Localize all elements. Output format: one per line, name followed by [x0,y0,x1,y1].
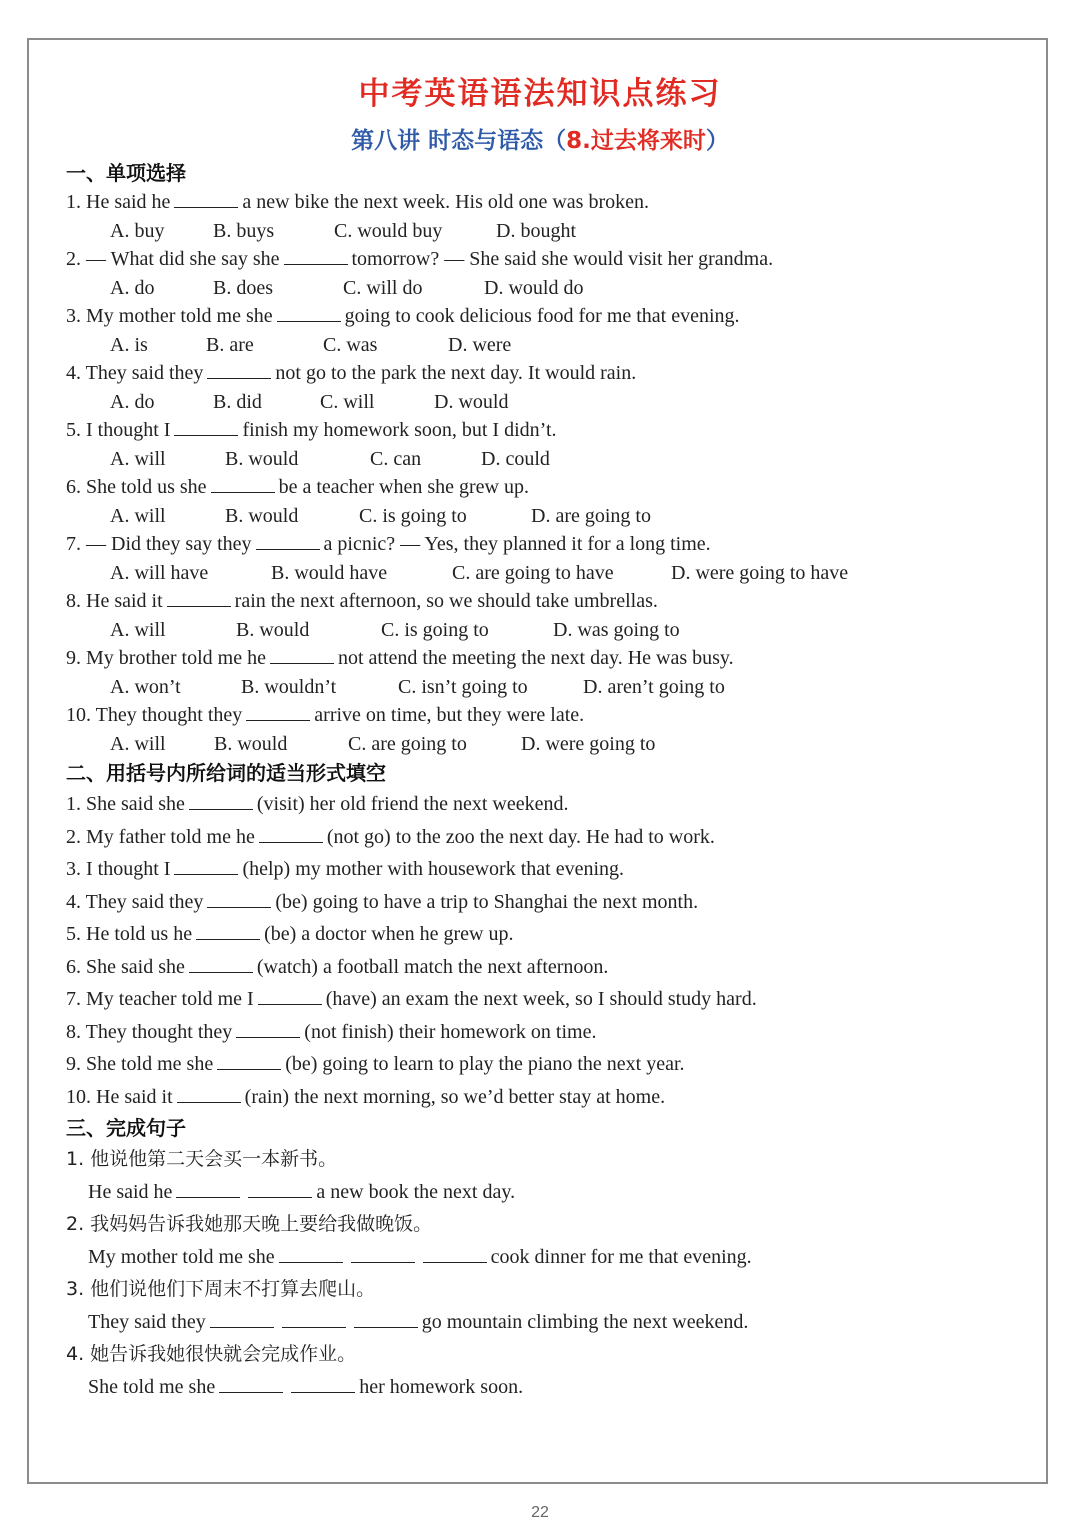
sentence-completion [66,1371,1026,1404]
answer-blank[interactable] [176,1180,240,1198]
answer-blank[interactable] [248,1180,312,1198]
option-c[interactable]: C. are going to have [452,561,614,584]
section-1-questions [66,188,1026,758]
question-before: 5. I thought I [66,419,171,441]
question-before: 2. — What did she say she [66,248,280,270]
answer-blank[interactable] [174,418,238,436]
option-row [66,274,1026,303]
sentence-after: a new book the next day. [316,1180,516,1203]
question-before: 8. He said it [66,590,163,612]
sentence-before: My mother told me she [88,1245,275,1268]
question [66,473,1026,502]
answer-blank[interactable] [189,792,253,810]
question-before: 9. She told me she [66,1053,214,1075]
answer-blank[interactable] [284,247,348,265]
answer-blank[interactable] [279,1245,343,1263]
option-c[interactable]: C. are going to [348,732,467,755]
answer-blank[interactable] [207,890,271,908]
question [66,701,1026,730]
question-before: 9. My brother told me he [66,647,266,669]
option-c[interactable]: C. was [323,333,378,356]
question-before: 6. She told us she [66,476,207,498]
option-row [66,559,1026,588]
page-number: 22 [531,1504,549,1521]
option-d[interactable]: D. could [481,447,550,470]
worksheet-content [66,158,1026,1403]
sentence-before: They said they [88,1310,206,1333]
option-a[interactable]: A. do [110,276,155,299]
option-c[interactable]: C. can [370,447,422,470]
option-d[interactable]: D. bought [496,219,576,242]
option-a[interactable]: A. will [110,618,166,641]
option-row [66,616,1026,645]
option-row [66,217,1026,246]
question-after: be a teacher when she grew up. [278,476,530,498]
question-after: tomorrow? — She said she would visit her grandma. [351,248,774,270]
option-b[interactable]: B. would [214,732,288,755]
option-c[interactable]: C. will [320,390,375,413]
option-a[interactable]: A. do [110,390,155,413]
question-before: 1. She said she [66,793,185,815]
question [66,951,1026,984]
answer-blank[interactable] [177,1085,241,1103]
chinese-prompt: 3. 他们说他们下周末不打算去爬山。 [66,1278,376,1300]
question [66,530,1026,559]
answer-blank[interactable] [351,1245,415,1263]
option-d[interactable]: D. were going to have [671,561,849,584]
question [66,1048,1026,1081]
question-after: not go to the park the next day. It would rain. [275,362,637,384]
question-after: (not go) to the zoo the next day. He had to work. [326,825,715,848]
sentence-completion [66,1176,1026,1209]
option-a[interactable]: A. will have [110,561,209,584]
option-row [66,502,1026,531]
sentence-before: She told me she [88,1375,216,1398]
option-d[interactable]: D. was going to [553,618,680,641]
answer-blank[interactable] [174,857,238,875]
answer-blank[interactable] [207,361,271,379]
question-before: 4. They said they [66,890,204,913]
question-after: (have) an exam the next week, so I should study hard. [325,988,757,1010]
question-after: rain the next afternoon, so we should take umbrellas. [234,590,658,612]
answer-blank[interactable] [210,1310,274,1328]
option-b[interactable]: B. buys [213,219,275,242]
question-before: 8. They thought they [66,1020,233,1043]
question [66,853,1026,886]
answer-blank[interactable] [196,922,260,940]
question-after: a picnic? — Yes, they planned it for a long time. [323,533,711,555]
answer-blank[interactable] [236,1020,300,1038]
question-after: (rain) the next morning, so we’d better stay at home. [244,1085,666,1108]
answer-blank[interactable] [217,1052,281,1070]
sentence-completion [66,1241,1026,1274]
question [66,644,1026,673]
option-d[interactable]: D. were going to [521,732,656,755]
option-d[interactable]: D. were [448,333,512,356]
section-2-heading: 二、用括号内所给词的适当形式填空 [66,761,386,785]
answer-blank[interactable] [256,532,320,550]
section-3-items [66,1143,1026,1403]
option-d[interactable]: D. would do [484,276,584,299]
option-row [66,730,1026,759]
page-subtitle [0,122,1080,155]
question-after: finish my homework soon, but I didn’t. [242,419,557,441]
answer-blank[interactable] [291,1375,355,1393]
sentence-completion [66,1306,1026,1339]
option-b[interactable]: B. did [213,390,262,413]
option-a[interactable]: A. won’t [110,675,181,698]
answer-blank[interactable] [219,1375,283,1393]
option-b[interactable]: B. would have [271,561,388,584]
option-a[interactable]: A. buy [110,219,165,242]
option-b[interactable]: B. would [225,447,299,470]
answer-blank[interactable] [258,987,322,1005]
section-2-questions [66,788,1026,1113]
question-before: 10. They thought they [66,704,243,726]
question-after: not attend the meeting the next day. He was busy. [337,647,734,669]
option-a[interactable]: A. will [110,732,166,755]
chinese-prompt: 2. 我妈妈告诉我她那天晚上要给我做晚饭。 [66,1213,433,1235]
option-d[interactable]: D. would [434,390,509,413]
option-a[interactable]: A. will [110,447,166,470]
question [66,359,1026,388]
question-after: arrive on time, but they were late. [314,704,585,726]
question-after: (be) a doctor when he grew up. [264,923,514,945]
answer-blank[interactable] [246,703,310,721]
subtitle-topic: 8.过去将来时 [566,128,706,154]
answer-blank[interactable] [211,475,275,493]
sentence-before: He said he [88,1180,173,1203]
question-before: 2. My father told me he [66,825,255,848]
section-3-heading: 三、完成句子 [66,1116,186,1140]
option-row [66,445,1026,474]
sentence-after: her homework soon. [359,1375,524,1398]
answer-blank[interactable] [270,646,334,664]
answer-blank[interactable] [259,825,323,843]
answer-blank[interactable] [174,190,238,208]
question-after: (be) going to learn to play the piano the next year. [285,1053,685,1075]
answer-blank[interactable] [423,1245,487,1263]
question-before: 3. I thought I [66,858,171,880]
option-c[interactable]: C. isn’t going to [398,675,528,698]
option-a[interactable]: A. is [110,333,148,356]
question-after: (watch) a football match the next afternoon. [256,955,609,978]
option-row [66,388,1026,417]
subtitle-close: ） [705,128,729,154]
question-before: 4. They said they [66,362,204,384]
option-c[interactable]: C. would buy [334,219,443,242]
answer-blank[interactable] [189,955,253,973]
question-after: going to cook delicious food for me that evening. [344,305,740,327]
question-after: (be) going to have a trip to Shanghai the next month. [275,890,699,913]
option-b[interactable]: B. does [213,276,273,299]
question-before: 5. He told us he [66,923,193,945]
question [66,188,1026,217]
question-before: 10. He said it [66,1085,173,1108]
option-row [66,331,1026,360]
question-before: 1. He said he [66,191,171,213]
question [66,918,1026,951]
question [66,788,1026,821]
question-before: 7. My teacher told me I [66,988,254,1010]
option-b[interactable]: B. are [206,333,254,356]
option-b[interactable]: B. would [225,504,299,527]
question [66,1081,1026,1114]
page-title: 中考英语语法知识点练习 [358,76,722,112]
option-d[interactable]: D. aren’t going to [583,675,725,698]
sentence-after: go mountain climbing the next weekend. [421,1310,749,1333]
question [66,886,1026,919]
question-before: 7. — Did they say they [66,533,252,555]
question [66,983,1026,1016]
option-b[interactable]: B. wouldn’t [241,675,337,698]
answer-blank[interactable] [282,1310,346,1328]
question [66,587,1026,616]
answer-blank[interactable] [277,304,341,322]
option-b[interactable]: B. would [236,618,310,641]
question-before: 3. My mother told me she [66,305,273,327]
question [66,245,1026,274]
question-before: 6. She said she [66,955,185,978]
question [66,302,1026,331]
question-after: (help) my mother with housework that evening. [242,858,625,880]
sentence-after: cook dinner for me that evening. [490,1245,752,1268]
chinese-prompt: 4. 她告诉我她很快就会完成作业。 [66,1343,357,1365]
option-d[interactable]: D. are going to [531,504,651,527]
chinese-prompt: 1. 他说他第二天会买一本新书。 [66,1148,338,1170]
subtitle-lecture: 第八讲 时态与语态（ [351,128,567,154]
option-c[interactable]: C. is going to [359,504,467,527]
question [66,1016,1026,1049]
option-c[interactable]: C. is going to [381,618,489,641]
question-after: (not finish) their homework on time. [304,1020,597,1043]
option-row [66,673,1026,702]
question-after: a new bike the next week. His old one was broken. [242,191,649,213]
section-1-heading: 一、单项选择 [66,161,186,185]
question-after: (visit) her old friend the next weekend. [256,793,569,815]
answer-blank[interactable] [167,589,231,607]
option-a[interactable]: A. will [110,504,166,527]
question [66,416,1026,445]
answer-blank[interactable] [354,1310,418,1328]
question [66,821,1026,854]
option-c[interactable]: C. will do [343,276,423,299]
